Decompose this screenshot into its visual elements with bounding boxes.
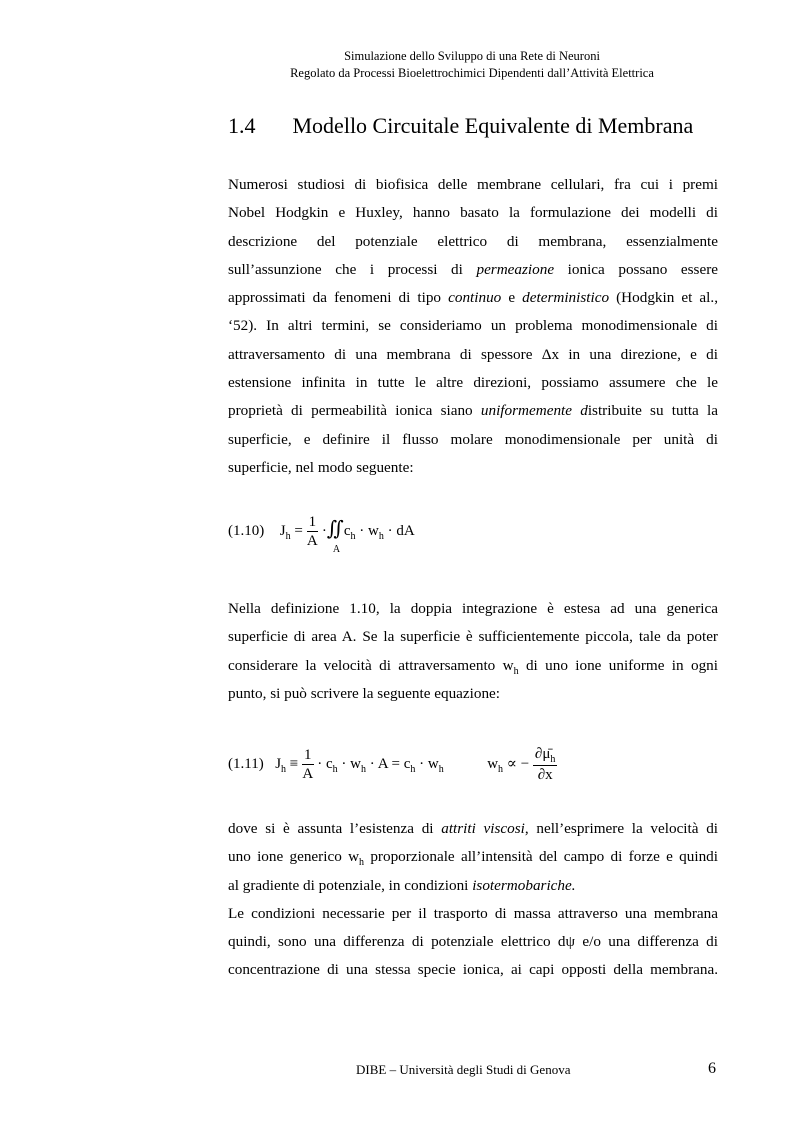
p1-line: sull’assunzione che i processi di permeazione ionica possano essere [228,260,718,278]
section-heading [228,113,693,139]
emphasis: isotermobariche. [472,876,576,894]
p1-line: Numerosi studiosi di biofisica delle membrane cellulari, fra cui i premi [228,176,718,193]
emphasis: continuo [448,289,502,307]
p1-line: attraversamento di una membrana di spessore Δx in una direzione, e di [228,345,718,363]
equation-label: (1.11) [228,755,264,772]
p2-line: punto, si può scrivere la seguente equazione: [228,684,501,702]
fraction: $\frac{1}{A}$ [302,747,314,782]
footer-text: DIBE – Università degli Studi di Genova [356,1062,571,1077]
partial-derivative: $\frac{\partial\mū_h}{\partial x}$ [534,746,556,783]
section-number: 1.4 [228,113,256,138]
emphasis: permeazione [476,260,555,278]
p3-line: Le condizioni necessarie per il trasporto di massa attraverso una membrana [228,904,718,922]
p1-line: estensione infinita in tutte le altre direzioni, possiamo assumere che le [228,374,718,392]
paragraph-3 [228,815,718,985]
p1-line: descrizione del potenziale elettrico di membrana, essenzialmente [228,232,718,250]
p3-line: concentrazione di una stessa specie ionica, ai capi opposti della membrana. [228,961,718,979]
header-line-2: Regolato da Processi Bioelettrochimici Dipendenti dall’Attività Elettrica [290,66,654,80]
p2-line: Nella definizione 1.10, la doppia integrazione è estesa ad una generica [228,600,718,617]
emphasis: attriti viscosi [441,820,525,837]
p3-line: dove si è assunta l’esistenza di attriti viscosi, nell’esprimere la velocità di [228,820,719,837]
fraction: $\frac{1}{A}$ [306,514,318,549]
equation-label: (1.10) [228,522,265,539]
p3-line: al gradiente di potenziale, in condizioni isotermobariche. [228,876,576,894]
running-header [262,48,682,82]
equation-1-10: (1.10) $J_h$ = $\frac{1}{A}$ ·∬ A $c_h \cdot w_h$ · dA [228,514,415,555]
double-integral: ∬ [326,517,344,540]
p1-line: Nobel Hodgkin e Huxley, hanno basato la formulazione dei modelli di [228,204,718,222]
header-line-1: Simulazione dello Sviluppo di una Rete di Neuroni [344,49,600,63]
paragraph-1 [228,171,718,482]
paragraph-2 [228,595,718,708]
p1-line: proprietà di permeabilità ionica siano uniformemente distribuite su tutta la [228,402,718,420]
p2-line: superficie di area A. Se la superficie è sufficientemente piccola, tale da poter [228,628,718,646]
emphasis: deterministico [522,289,610,307]
p1-line: superficie, e definire il flusso molare monodimensionale per unità di [228,430,718,448]
p2-line: considerare la velocità di attraversamento $w_h$ di uno ione uniforme in ogni [228,656,718,677]
equation-1-11: (1.11) $J_h$ ≡ $\frac{1}{A}$ · $c_h \cdot w_h \cdot A = c_h \cdot w_h$ $w_h$ ∝ − $\frac{\partial\mū_h}{\partial x}$ [228,746,556,783]
section-title: Modello Circuitale Equivalente di Membrana [292,113,694,138]
p3-line: quindi, sono una differenza di potenziale elettrico dψ e/o una differenza di [228,933,718,951]
p1-line: superficie, nel modo seguente: [228,458,414,476]
p1-line: ‘52). In altri termini, se consideriamo un problema monodimensionale di [228,317,718,335]
page-number: 6 [708,1060,716,1077]
p3-line: uno ione generico $w_h$ proporzionale all’intensità del campo di forze e quindi [228,848,718,869]
p1-line: approssimati da fenomeni di tipo continuo e deterministico (Hodgkin et al., [228,289,718,307]
emphasis: uniformemente d [480,402,588,420]
